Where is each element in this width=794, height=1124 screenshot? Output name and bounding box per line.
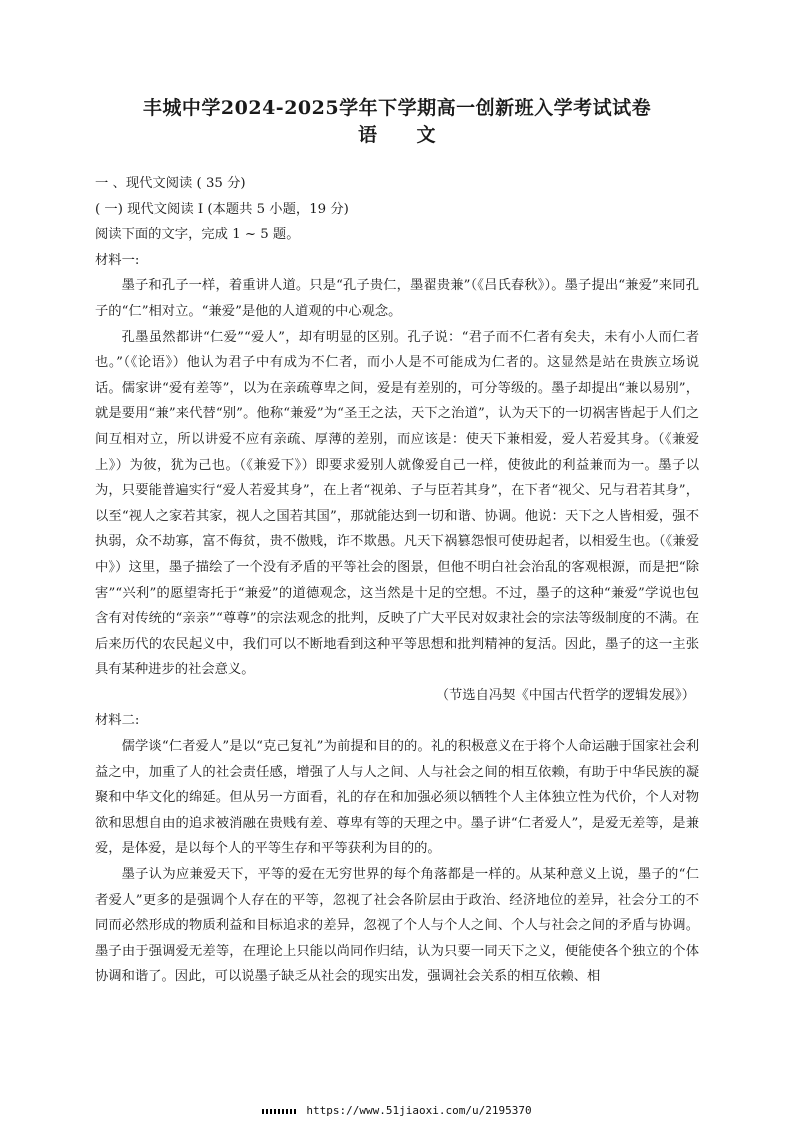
material-one-source: （节选自冯契《中国古代哲学的逻辑发展》） bbox=[435, 687, 695, 703]
watermark-logo bbox=[262, 1109, 298, 1114]
subject-title: 语 文 bbox=[357, 124, 436, 146]
material-one-label: 材料一: bbox=[95, 252, 140, 268]
material-two-paragraph: 墨子认为应兼爱天下，平等的爱在无穷世界的每个角落都是一样的。从某种意义上说，墨子的“仁者爱人”更多的是强调个人存在的平等，忽视了社会各阶层由于政治、经济地位的差异，社会分工的不同而必然形成的物质利益和目标追求的差异，忽视了个人与个人之间、个人与社会之间的矛盾与协调。墨子由于强调爱无差等，在理论上只能以尚同作归结，认为只要一同天下之义，便能使各个独立的个体协调和谐了。因此，可以说墨子缺乏从社会的现实出发，强调社会关系的相互依赖、相 bbox=[95, 867, 699, 985]
reading-instruction: 阅读下面的文字，完成 1 ~ 5 题。 bbox=[95, 227, 300, 243]
section-subheading: ( 一) 现代文阅读 I (本题共 5 小题，19 分) bbox=[95, 201, 349, 217]
material-one-paragraph: 孔墨虽然都讲“仁爱”“爱人”，却有明显的区别。孔子说：“君子而不仁者有矣夫，未有小人而仁者也。”（《论语》）他认为君子中有成为不仁者，而小人是不可能成为仁者的。这显然是站在贵族立场说话。儒家讲“爱有差等”，以为在亲疏尊卑之间，爱是有差别的，可分等级的。墨子却提出“兼以易别”，就是要用“兼”来代替“别”。他称“兼爱”为“圣王之法，天下之治道”，认为天下的一切祸害皆起于人们之间互相对立，所以讲爱不应有亲疏、厚薄的差别，而应该是：使天下兼相爱，爱人若爱其身。（《兼爱上》）为彼，犹为己也。（《兼爱下》）即要求爱别人就像爱自己一样，使彼此的利益兼而为一。墨子以为，只要能普遍实行“爱人若爱其身”，在上者“视弟、子与臣若其身”，在下者“视父、兄与君若其身”，以至“视人之家若其家，视人之国若其国”，那就能达到一切和谐、协调。他说：天下之人皆相爱，强不执弱，众不劫寡，富不侮贫，贵不傲贱，诈不欺愚。凡天下祸篡怨恨可使毋起者，以相爱生也。（《兼爱中》）这里，墨子描绘了一个没有矛盾的平等社会的图景，但他不明白社会治乱的客观根源，而是把“除害”“兴利”的愿望寄托于“兼爱”的道德观念，这当然是十足的空想。不过，墨子的这种“兼爱”学说也包含有对传统的“亲亲”“尊尊”的宗法观念的批判，反映了广大平民对奴隶社会的宗法等级制度的不满。在后来历代的农民起义中，我们可以不断地看到这种平等思想和批判精神的复活。因此，墨子的这一主张具有某种进步的社会意义。 bbox=[95, 329, 699, 678]
section-heading: 一 、现代文阅读 ( 35 分) bbox=[95, 176, 246, 191]
exam-content bbox=[95, 171, 699, 990]
material-two-paragraph: 儒学谈“仁者爱人”是以“克己复礼”为前提和目的的。礼的积极意义在于将个人命运融于国家社会利益之中，加重了人的社会责任感，增强了人与人之间、人与社会之间的相互依赖，有助于中华民族的凝聚和中华文化的绵延。但从另一方面看，礼的存在和加强必须以牺牲个人主体独立性为代价，个人对物欲和思想自由的追求被消融在贵贱有差、尊卑有等的天理之中。墨子讲“仁者爱人”，是爱无差等，是兼爱，是体爱，是以每个人的平等生存和平等获利为目的的。 bbox=[95, 739, 699, 857]
page-footer bbox=[0, 1104, 794, 1117]
footer-url: https://www.51jiaoxi.com/u/2195370 bbox=[306, 1104, 532, 1117]
material-one-paragraph: 墨子和孔子一样，着重讲人道。只是“孔子贵仁，墨翟贵兼”（《吕氏春秋》）。墨子提出“兼爱”来同孔子的“仁”相对立。“兼爱”是他的人道观的中心观念。 bbox=[95, 278, 699, 319]
material-two-label: 材料二: bbox=[95, 713, 140, 729]
exam-title: 丰城中学2024-2025学年下学期高一创新班入学考试试卷 bbox=[142, 97, 652, 119]
